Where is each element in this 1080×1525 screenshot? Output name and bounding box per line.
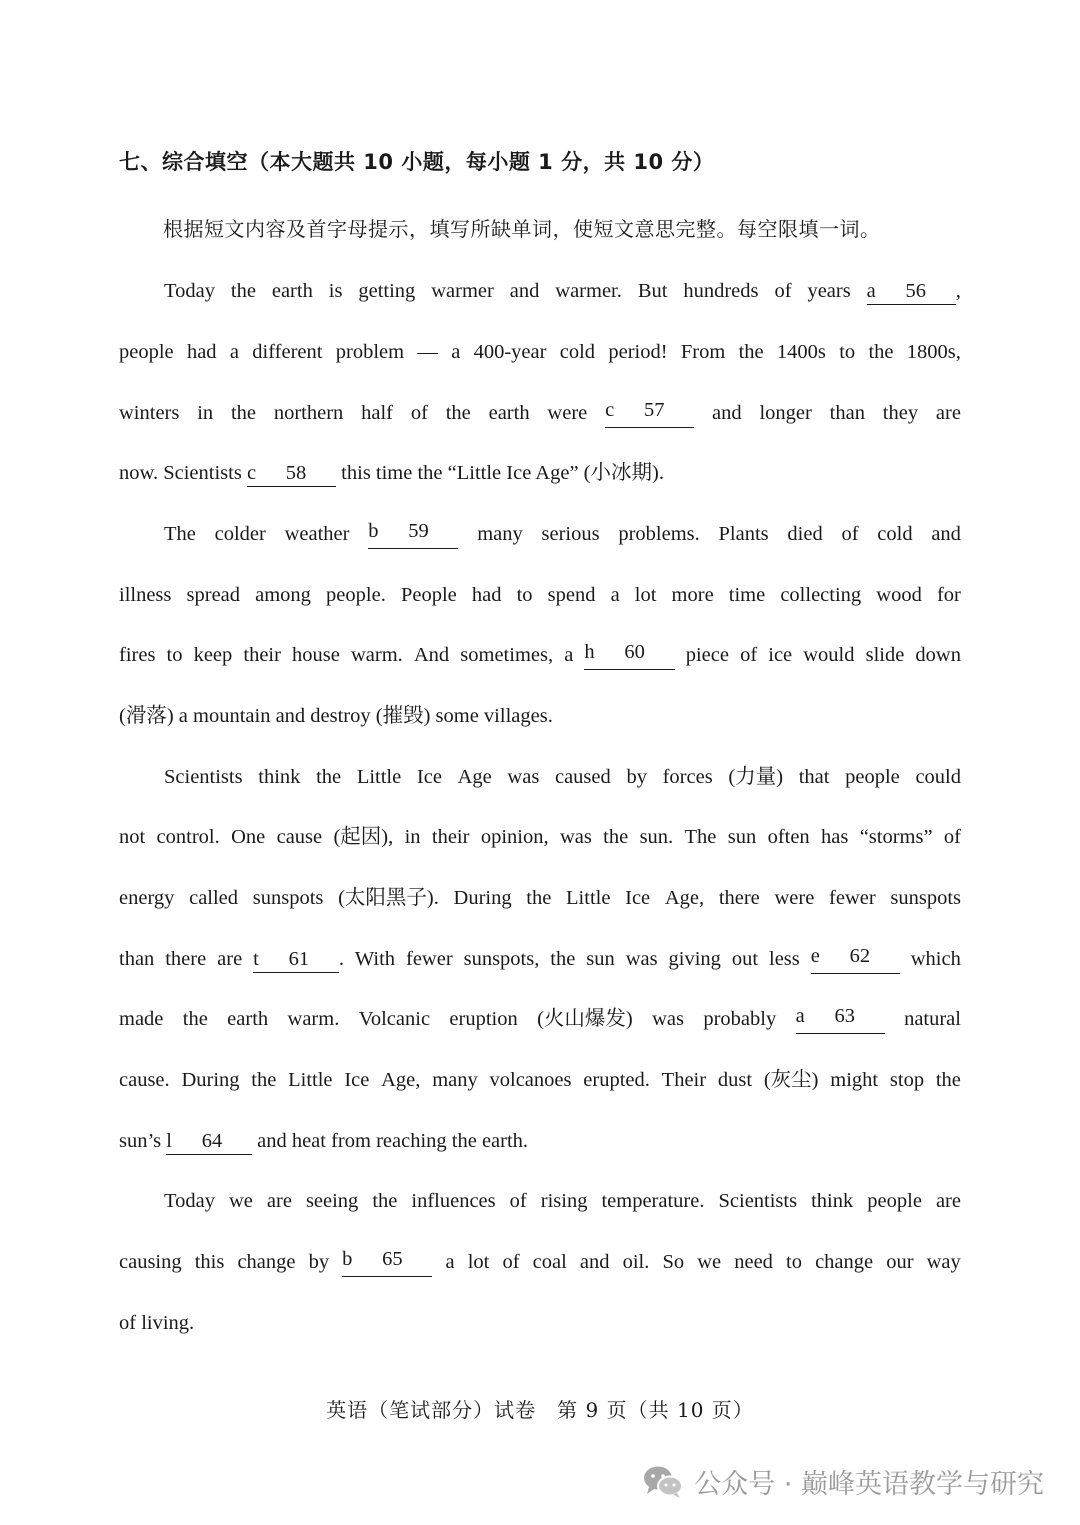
passage-text: was [507,766,540,788]
watermark [642,1462,1044,1501]
passage-text: the [526,887,552,909]
passage-text: Little [356,766,402,788]
blank-question-number: 59 [408,520,429,542]
passage-text: among [255,584,311,606]
passage-text: temperature. [601,1190,705,1212]
passage-text: And [413,644,450,666]
passage-text: a [229,341,239,363]
passage-text: could [915,766,961,788]
passage-text: volcanoes [489,1069,572,1091]
passage-text: sunspots [252,887,324,909]
passage-text: the [603,826,629,848]
passage-text: a [451,341,461,363]
passage-text: has [821,826,849,848]
passage-text: weather [284,523,350,545]
passage-line [119,519,961,549]
passage-text: people [845,766,900,788]
passage-text: to [839,341,856,363]
passage-text: a [445,1251,455,1273]
passage-text: energy [119,887,175,909]
passage-text: Scientists [164,766,243,788]
passage-text: period! [608,341,668,363]
passage-text: might [830,1069,879,1091]
blank-initial-letter: a [866,280,876,302]
passage-text: cause. [119,1069,170,1091]
passage-text: we [228,1190,253,1212]
passage-line [119,1247,961,1277]
passage-line [119,883,961,913]
passage-text: think [258,766,301,788]
passage-text: sun [727,826,757,848]
passage-text: the [251,1069,277,1091]
passage-text: were [547,402,588,424]
passage-text: But [637,280,668,302]
passage-text: was [625,948,658,970]
passage-text: was [559,826,592,848]
answer-blank-63[interactable] [796,1004,885,1034]
passage-text: From [680,341,726,363]
passage-text: the [935,1069,961,1091]
passage-text: the [230,402,257,424]
passage-text: Ice [344,1069,370,1091]
passage-line [119,1126,961,1156]
passage-text: sometimes, [460,644,554,666]
passage-text: in [404,826,421,848]
passage-text: lot [634,584,657,606]
passage-text: by [626,766,647,788]
passage-text: (太阳黑子). [338,887,439,909]
passage-text: 400-year [473,341,547,363]
passage-text: was [652,1008,684,1030]
blank-question-number: 63 [834,1005,855,1027]
passage-text: sunspots, [463,948,540,970]
passage-text: oil. [622,1251,650,1273]
passage-line [119,762,961,792]
passage-text: made [119,1008,164,1030]
passage-text: (力量) [728,766,784,788]
passage-text: earth [488,402,530,424]
passage-text: fewer [406,948,453,970]
answer-blank-62[interactable] [811,944,900,974]
watermark-text: 公众号 · 巅峰英语教学与研究 [694,1469,1044,1500]
passage-text: The [164,523,196,545]
blank-question-number: 60 [624,641,645,663]
passage-text: this time the “Little Ice Age” (小冰期). [336,462,664,484]
passage-text: and [509,280,540,302]
passage-text: there [165,948,207,970]
passage-text: the [550,948,576,970]
passage-text: Age, [664,887,705,909]
passage-text: of living. [119,1312,195,1334]
passage-text: in [197,402,214,424]
passage-text: half [361,402,393,424]
passage-text: people. [326,584,386,606]
passage-text: they [882,402,919,424]
passage-text: Age [457,766,492,788]
passage-text: is [328,280,343,302]
passage-text: that [798,766,830,788]
passage-text: sun. [639,826,674,848]
passage-text: way [926,1251,961,1273]
passage-text: warm. [287,1008,340,1030]
passage-text: earth [227,1008,269,1030]
passage-text: (火山爆发) [537,1008,633,1030]
passage-text: fires [119,644,156,666]
passage-text: (起因), [333,826,394,848]
passage-text: sun [586,948,615,970]
passage-text: northern [273,402,344,424]
passage-text: now. Scientists [119,462,247,484]
passage-text: the [372,1190,398,1212]
passage-line [119,822,961,852]
passage-text: lot [467,1251,490,1273]
passage-text: caused [554,766,611,788]
passage-text: ice [768,644,793,666]
passage-line [119,944,961,974]
passage-text: serious [541,523,600,545]
passage-text: earth [271,280,313,302]
passage-line [119,1004,961,1034]
passage-text: causing [119,1251,182,1273]
passage-text: less [769,948,800,970]
passage-text: Little [288,1069,333,1091]
passage-text: “storms” [859,826,933,848]
blank-question-number: 61 [288,948,310,970]
passage-text: different [252,341,323,363]
passage-text: their [243,644,281,666]
passage-text: which [910,948,961,970]
passage-text: collecting [780,584,862,606]
passage-text: spread [186,584,241,606]
passage-text: stop [889,1069,925,1091]
passage-text: Today [164,1190,215,1212]
passage-text: rising [540,1190,588,1212]
passage-text: winters [119,402,180,424]
blank-question-number: 56 [905,280,926,302]
blank-initial-letter: b [368,520,379,542]
answer-blank-57[interactable] [605,398,694,428]
passage-text: spend [547,584,596,606]
blank-question-number: 65 [382,1248,403,1270]
passage-text: erupted. [583,1069,650,1091]
passage-text: One [231,826,266,848]
passage-text: for [936,584,961,606]
passage-text: the [445,402,471,424]
passage-text: out [731,948,759,970]
passage-text: of [774,280,792,302]
passage-text: the [868,341,894,363]
passage-text: sun’s [119,1130,167,1152]
passage-text: and [931,523,961,545]
blank-initial-letter: t [253,948,259,970]
passage-text: people [867,1190,922,1212]
passage-text: a [610,584,620,606]
passage-text: would [803,644,855,666]
passage-text: Their [661,1069,707,1091]
passage-text: — [417,341,438,363]
passage-text: change [237,1251,296,1273]
passage-text: to [166,644,183,666]
passage-text: down [915,644,961,666]
passage-text: this [194,1251,225,1273]
passage-text: seeing [305,1190,359,1212]
answer-blank-58[interactable] [247,461,336,487]
passage-text: (滑落) a mountain and destroy (摧毁) some villages. [119,705,553,727]
blank-initial-letter: l [166,1130,172,1152]
passage-line [119,276,961,306]
passage-text: warm. [350,644,403,666]
passage-text: getting [358,280,416,302]
passage-text: natural [904,1008,961,1030]
passage-text: Ice [416,766,442,788]
blank-with-punctuation [253,944,344,974]
passage-text: Plants [718,523,769,545]
passage-line [119,1186,961,1216]
passage-text: by [308,1251,330,1273]
passage-text: warmer. [555,280,622,302]
passage-text: The [684,826,717,848]
passage-text: problems. [618,523,700,545]
passage-text: people [119,341,174,363]
passage-text: . [338,948,344,970]
passage-text: (灰尘) [763,1069,819,1091]
passage-text: our [886,1251,914,1273]
answer-blank-59[interactable] [368,519,458,549]
passage-line [119,640,961,670]
passage-text: wood [876,584,922,606]
passage-text: cold [559,341,596,363]
passage-text: the [738,341,764,363]
passage-line [119,337,961,367]
passage-text: and [579,1251,610,1273]
passage-text: forces [662,766,713,788]
passage-text: to [786,1251,802,1273]
section-heading: 七、综合填空（本大题共 10 小题，每小题 1 分，共 10 分） [119,150,715,174]
passage-text: coal [532,1251,567,1273]
blank-initial-letter: h [584,641,595,663]
passage-line [119,580,961,610]
blank-initial-letter: c [246,462,257,484]
passage-text: cause [276,826,323,848]
passage-text: Little [566,887,611,909]
passage-text: cold [877,523,913,545]
passage-line [119,458,961,488]
passage-text: are [266,1190,292,1212]
passage-text: dust [717,1069,753,1091]
passage-text: had [471,584,502,606]
passage-text: keep [193,644,233,666]
passage-text: hundreds [683,280,759,302]
passage-text: their [431,826,470,848]
passage-text: Today [164,280,215,302]
blank-initial-letter: b [342,1248,353,1270]
passage-text: of [740,644,758,666]
passage-text: are [935,402,961,424]
answer-blank-65[interactable] [342,1247,432,1277]
passage-text: With [354,948,396,970]
passage-text: opinion, [480,826,549,848]
passage-text: house [292,644,340,666]
passage-text: and [712,402,742,424]
passage-text: Age, [381,1069,421,1091]
passage-text: warmer [431,280,494,302]
passage-text: 1800s, [906,341,961,363]
passage-text: the [230,280,256,302]
passage-text: colder [214,523,266,545]
passage-text: a [564,644,574,666]
passage-line [119,1308,961,1338]
passage-text: 1400s [776,341,826,363]
passage-text: had [186,341,217,363]
blank-initial-letter: e [810,945,820,967]
passage-text: People [400,584,457,606]
passage-text: change [815,1251,874,1273]
passage-text: slide [865,644,905,666]
passage-text: Scientists [718,1190,798,1212]
passage-text: Volcanic [358,1008,431,1030]
passage-text: longer [759,402,812,424]
passage-text: of [841,523,859,545]
passage-text: control. [156,826,220,848]
passage-text: of [410,402,428,424]
passage-text: problem [335,341,405,363]
passage-text: During [453,887,512,909]
passage-text: illness [119,584,172,606]
passage-text: During [181,1069,240,1091]
passage-text: the [182,1008,208,1030]
passage-text: are [935,1190,961,1212]
passage-line [119,398,961,428]
passage-text: many [477,523,523,545]
passage-text: were [774,887,815,909]
passage-text: died [787,523,823,545]
passage-text: many [432,1069,478,1091]
page-footer: 英语（笔试部分）试卷 第 9 页（共 10 页） [326,1398,754,1422]
passage-text: So [662,1251,685,1273]
passage-text: than [829,402,865,424]
blank-question-number: 64 [201,1130,223,1152]
passage-line [119,701,961,731]
passage-text: than [119,948,155,970]
passage-text: time [728,584,766,606]
blank-question-number: 57 [643,399,665,421]
passage-text: to [516,584,533,606]
answer-blank-56[interactable] [867,279,956,305]
answer-blank-61[interactable] [253,947,339,973]
passage-text: more [671,584,714,606]
passage-text: years [807,280,851,302]
passage-text: probably [703,1008,777,1030]
passage-text: piece [685,644,729,666]
passage-text: of [509,1190,527,1212]
passage-text: are [217,948,243,970]
passage-text: not [119,826,146,848]
blank-initial-letter: c [605,399,615,421]
blank-with-punctuation [867,276,961,306]
passage-text: fewer [829,887,876,909]
passage-text: eruption [449,1008,518,1030]
passage-text: we [697,1251,722,1273]
passage-text: need [734,1251,773,1273]
passage-text: sunspots [890,887,961,909]
passage-text: and heat from reaching the earth. [251,1130,529,1152]
passage-text: , [955,280,961,302]
passage-line [119,1065,961,1095]
blank-question-number: 58 [285,462,307,484]
passage-text: called [189,887,239,909]
passage-text: think [811,1190,854,1212]
passage-text: of [943,826,961,848]
instruction-text: 根据短文内容及首字母提示，填写所缺单词，使短文意思完整。每空限填一词。 [163,217,881,241]
passage-text: the [316,766,342,788]
answer-blank-60[interactable] [584,640,674,670]
blank-question-number: 62 [849,945,871,967]
passage-text: often [767,826,810,848]
passage-text: influences [411,1190,496,1212]
wechat-icon [642,1464,684,1500]
passage-text: Ice [625,887,651,909]
blank-initial-letter: a [795,1005,805,1027]
passage-text: giving [668,948,721,970]
passage-text: there [718,887,760,909]
answer-blank-64[interactable] [166,1129,252,1155]
passage-text: of [502,1251,520,1273]
